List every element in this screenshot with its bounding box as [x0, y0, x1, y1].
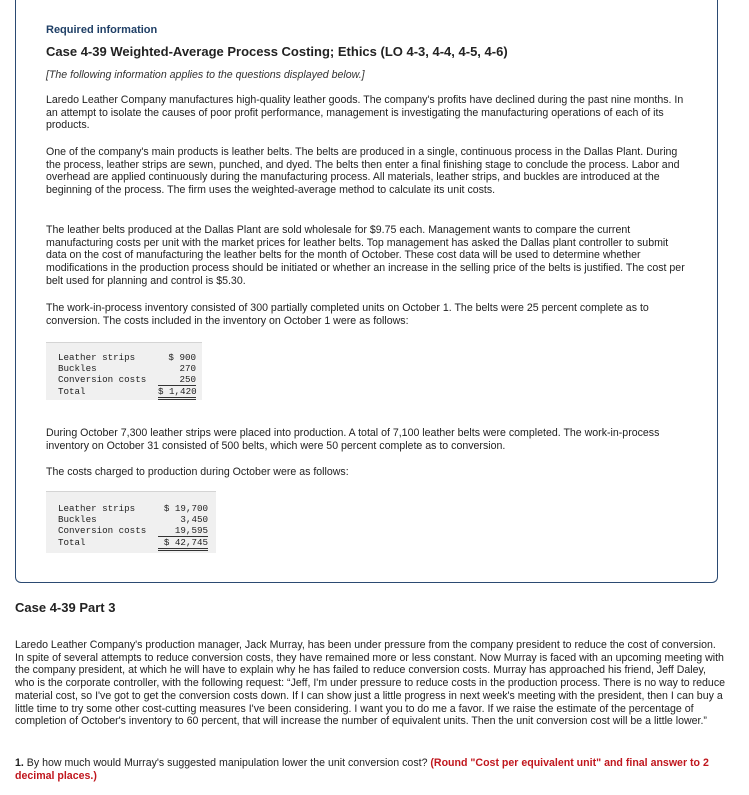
total-label: Total: [58, 537, 86, 548]
total-label: Total: [58, 386, 86, 397]
part-title: Case 4-39 Part 3: [15, 600, 116, 615]
beginning-inventory-table: [46, 342, 202, 400]
row-value: 3,450: [180, 514, 208, 525]
row-value: $ 19,700: [163, 503, 208, 514]
row-value: $ 900: [168, 352, 196, 363]
row-label: Leather strips: [58, 352, 136, 363]
costs-charged-paragraph: The costs charged to production during October were as follows:: [46, 466, 349, 478]
process-paragraph: One of the company's main products is leather belts. The belts are produced in a single, continuous process in the Dallas Plant. During the process, leather strips are sewn, punched, and dyed. The belts then enter a final finishing stage to conclude the process. Labor and overhead are applied continuously during the manufacturing process. All materials, leather strips, and buckles are introduced at the beginning of the process. The firm uses the weighted-average method to calculate its unit costs.: [46, 146, 680, 197]
intro-paragraph: Laredo Leather Company manufactures high-quality leather goods. The company's profits have declined during the past nine months. In an attempt to isolate the causes of poor profit performance, management is investigating the manufacturing operations of each of its products.: [46, 94, 684, 132]
row-label: Leather strips: [58, 503, 136, 514]
row-label: Buckles: [58, 514, 97, 525]
total-value: $ 42,745: [158, 537, 208, 551]
wip-paragraph: The work-in-process inventory consisted of 300 partially completed units on October 1. The belts were 25 percent complete as to conversion. The costs included in the inventory on October 1 were as follows:: [46, 302, 649, 327]
row-value: 250: [158, 374, 196, 386]
table-total-row: [46, 537, 216, 549]
row-value: 270: [179, 363, 196, 374]
total-value: $ 1,420: [158, 386, 196, 400]
required-information-label: Required information: [46, 24, 158, 36]
pricing-paragraph: The leather belts produced at the Dallas Plant are sold wholesale for $9.75 each. Management wants to compare the current manufacturing costs per unit with the market prices for leather belts. Top management has asked the Dallas plant controller to submit data on the cost of manufacturing the leather belts for the month of October. These cost data will be used to determine whether modifications in the production process should be initiated or whether an increase in the selling price of the belts is justified. The cost per belt used for planning and control is $5.30.: [46, 224, 685, 287]
table-row: [46, 525, 216, 537]
row-label: Conversion costs: [58, 525, 147, 536]
info-note: [The following information applies to the questions displayed below.]: [46, 69, 365, 81]
rounding-instruction: (Round "Cost per equivalent unit" and final answer to 2 decimal places.): [15, 757, 709, 782]
row-label: Buckles: [58, 363, 97, 374]
row-value: 19,595: [158, 525, 208, 537]
table-total-row: [46, 386, 202, 398]
row-label: Conversion costs: [58, 374, 147, 385]
case-title: Case 4-39 Weighted-Average Process Costing; Ethics (LO 4-3, 4-4, 4-5, 4-6): [46, 44, 508, 59]
question-text: By how much would Murray's suggested manipulation lower the unit conversion cost?: [23, 757, 431, 769]
question-number: 1.: [15, 757, 24, 769]
table-row: [46, 374, 202, 386]
question-1: [15, 757, 725, 782]
october-production-paragraph: During October 7,300 leather strips were placed into production. A total of 7,100 leather belts were completed. The work-in-process inventory on October 31 consisted of 500 belts, which were 50 percent complete as to conversion.: [46, 427, 660, 452]
part-paragraph: Laredo Leather Company's production manager, Jack Murray, has been under pressure from the company president to reduce the cost of conversion. In spite of several attempts to reduce conversion costs, they have remained more or less constant. Now Murray is faced with an upcoming meeting with the company president, at which he will have to explain why he has failed to reduce conversion costs. Murray has approached his friend, Jeff Daley, who is the corporate controller, with the following request: “Jeff, I'm under pressure to reduce costs in the production process. There is no way to reduce material cost, so I've got to get the conversion costs down. If I can show just a little progress in next week's meeting with the president, then I can buy a little time to try some other cost-cutting measures I've been considering. I want you to do me a favor. If we raise the estimate of the percentage of completion of October's inventory to 60 percent, that will increase the number of equivalent units. Then the unit conversion cost will be a little lower.”: [15, 639, 726, 728]
october-costs-table: [46, 491, 216, 553]
